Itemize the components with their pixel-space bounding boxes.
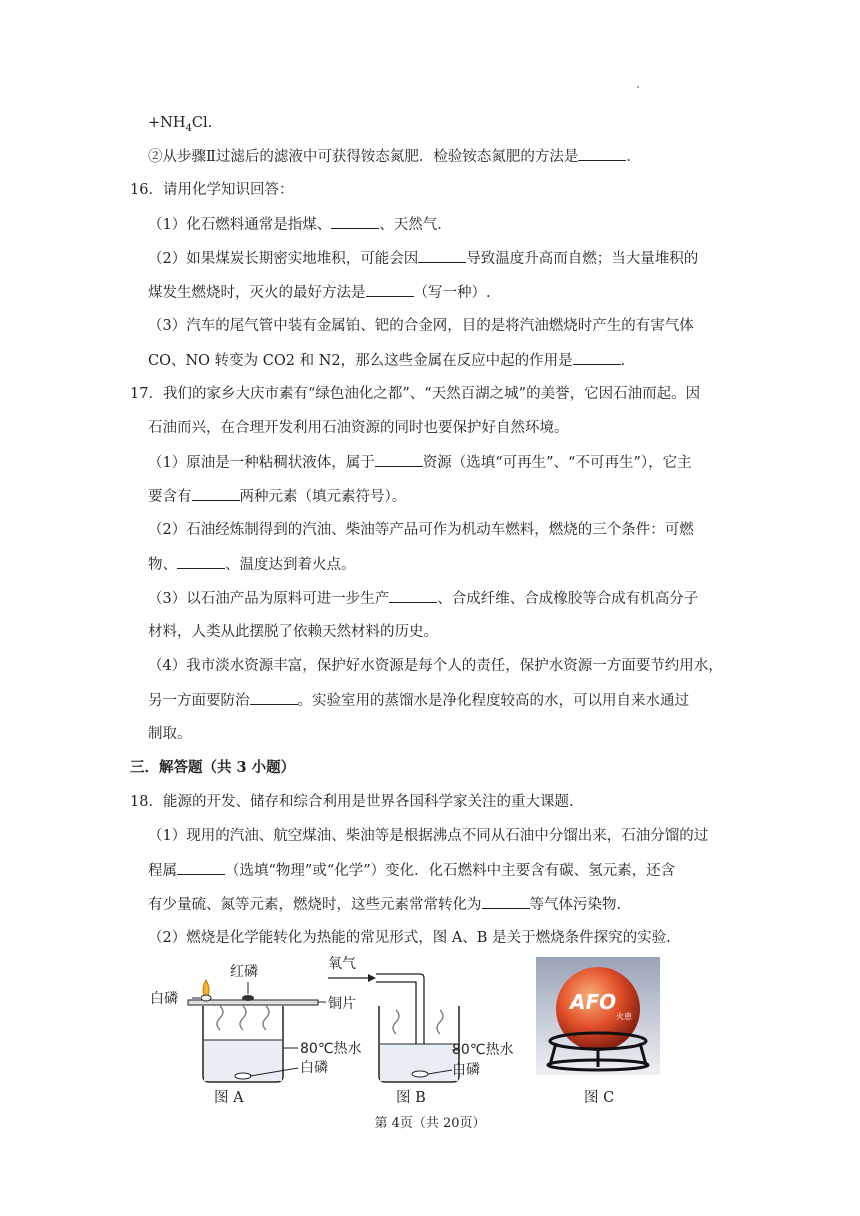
caption-figure-a: 图 A xyxy=(214,1090,244,1106)
question-18: 18．能源的开发、储存和综合利用是世界各国科学家关注的重大课题. xyxy=(130,794,574,810)
label-copper-plate: 铜片 xyxy=(328,996,356,1012)
line-q16-2a: （2）如果煤炭长期密实地堆积，可能会因 导致温度升高而自燃；当大量堆积的 xyxy=(148,248,698,269)
ball-sub-text: 火患 xyxy=(616,1012,632,1021)
line-q18-1b: 程属 （选填“物理”或“化学”）变化．化石燃料中主要含有碳、氢元素，还含 xyxy=(148,860,675,881)
answer-blank[interactable] xyxy=(578,146,626,161)
answer-blank[interactable] xyxy=(573,350,621,365)
line-q16-3b: CO、NO 转变为 CO2 和 N2，那么这些金属在反应中起的作用是 ． xyxy=(148,350,635,371)
answer-blank[interactable] xyxy=(177,554,225,569)
figure-b xyxy=(324,950,524,1086)
red-phosphorus xyxy=(242,995,254,1001)
page-footer: 第 4页（共 20页） xyxy=(374,1116,486,1131)
line-q18-1a: （1）现用的汽油、航空煤油、柴油等是根据沸点不同从石油中分馏出来，石油分馏的过 xyxy=(148,828,709,844)
line-q16-3a: （3）汽车的尾气管中装有金属铂、钯的合金网，目的是将汽油燃烧时产生的有害气体 xyxy=(148,318,694,334)
white-phosphorus-top xyxy=(201,995,211,1001)
line-q17-4b: 另一方面要防治 。实验室用的蒸馏水是净化程度较高的水，可以用自来水通过 xyxy=(148,690,689,711)
label-hot-water: 80℃热水 xyxy=(300,1041,362,1057)
line-nh4cl: $+NH_4Cl$. xyxy=(148,115,213,134)
line-q17-2b: 物、 、温度达到着火点。 xyxy=(148,554,356,575)
ball-logo-text: AFO xyxy=(570,990,617,1014)
label-white-phosphorus-bottom: 白磷 xyxy=(300,1060,328,1076)
question-16: 16．请用化学知识回答： xyxy=(130,182,294,198)
label-oxygen: 氧气 xyxy=(328,956,356,972)
line-q16-2b: 煤发生燃烧时，灭火的最好方法是 （写一种）. xyxy=(148,282,491,303)
line-q17-4a: （4）我市淡水资源丰富，保护好水资源是每个人的责任，保护水资源一方面要节约用水， xyxy=(148,658,723,674)
white-phosphorus xyxy=(412,1071,428,1077)
answer-blank[interactable] xyxy=(366,282,414,297)
page-mark xyxy=(637,86,639,88)
white-phosphorus-bottom xyxy=(235,1073,251,1079)
line-q18-1c: 有少量硫、氮等元素，燃烧时，这些元素常常转化为 等气体污染物. xyxy=(148,894,621,915)
line-q17-3a: （3）以石油产品为原料可进一步生产 、合成纤维、合成橡胶等合成有机高分子 xyxy=(148,588,698,609)
label-white-phosphorus-top: 白磷 xyxy=(150,991,178,1007)
caption-figure-c: 图 C xyxy=(584,1090,615,1106)
steam xyxy=(217,1006,223,1030)
figure-c xyxy=(536,957,660,1075)
answer-blank[interactable] xyxy=(177,860,225,875)
answer-blank[interactable] xyxy=(331,214,379,229)
line-q16-1: （1）化石燃料通常是指煤、 、天然气． xyxy=(148,214,452,235)
label-hot-water: 80℃热水 xyxy=(452,1042,514,1058)
line-q18-2: （2）燃烧是化学能转化为热能的常见形式，图 A、B 是关于燃烧条件探究的实验. xyxy=(148,930,671,946)
answer-blank[interactable] xyxy=(192,486,240,501)
answer-blank[interactable] xyxy=(250,690,298,705)
line-q17-1b: 要含有 两种元素（填元素符号）。 xyxy=(148,486,406,507)
answer-blank[interactable] xyxy=(375,452,423,467)
line-q17-intro: 石油而兴，在合理开发利用石油资源的同时也要保护好自然环境。 xyxy=(148,420,569,436)
caption-figure-b: 图 B xyxy=(396,1090,426,1106)
line-q17-2a: （2）石油经炼制得到的汽油、柴油等产品可作为机动车燃料，燃烧的三个条件：可燃 xyxy=(148,522,694,538)
answer-blank[interactable] xyxy=(482,894,530,909)
label-white-phosphorus: 白磷 xyxy=(452,1062,480,1078)
line-q17-3b: 材料，人类从此摆脱了依赖天然材料的历史。 xyxy=(148,624,438,640)
section-heading: 三．解答题（共 3 小题） xyxy=(130,759,296,776)
line-q17-1a: （1）原油是一种粘稠状液体，属于 资源（选填“可再生”、“不可再生”），它主 xyxy=(148,452,692,473)
steam xyxy=(393,1010,399,1034)
answer-blank[interactable] xyxy=(418,248,466,263)
line-q15-2: ②从步骤Ⅱ过滤后的滤液中可获得铵态氮肥．检验铵态氮肥的方法是 ． xyxy=(148,146,641,167)
answer-blank[interactable] xyxy=(389,588,437,603)
label-red-phosphorus: 红磷 xyxy=(230,964,258,980)
question-17: 17．我们的家乡大庆市素有“绿色油化之都”、“天然百湖之城”的美誉，它因石油而起。因 xyxy=(130,386,701,402)
line-q17-4c: 制取。 xyxy=(148,726,192,742)
